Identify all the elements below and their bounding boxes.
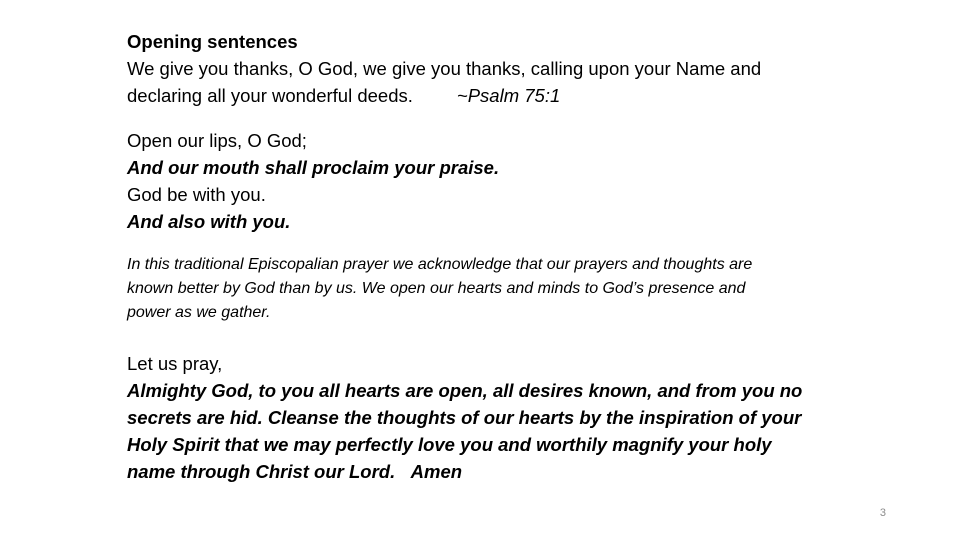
slide-content xyxy=(127,28,827,485)
liturgy-line-1: Open our lips, O God; xyxy=(127,130,307,151)
prayer-section xyxy=(127,350,827,485)
opening-line-2-row xyxy=(127,82,827,109)
prayer-body: Almighty God, to you all hearts are open, all desires known, and from you no secrets are hid. Cleanse the thoughts of our hearts by the inspiration of your Holy Spirit that we may perfectly love you and worthily magnify your holy name through Christ our Lord. xyxy=(127,380,803,482)
opening-sentences-section xyxy=(127,28,827,109)
prayer-amen: Amen xyxy=(410,461,463,482)
page-number: 3 xyxy=(879,507,886,519)
liturgy-line-3: God be with you. xyxy=(127,184,266,205)
opening-line-2: declaring all your wonderful deeds. xyxy=(127,85,413,106)
note-text: In this traditional Episcopalian prayer we acknowledge that our prayers and thoughts are known better by God than by us. We open our hearts and minds to God’s presence and power as we gather. xyxy=(127,256,753,321)
psalm-citation: ~Psalm 75:1 xyxy=(456,85,561,106)
liturgy-response-2: And also with you. xyxy=(127,211,291,232)
liturgy-section xyxy=(127,127,827,235)
explanatory-note xyxy=(127,253,787,325)
opening-heading: Opening sentences xyxy=(127,31,298,52)
opening-line-1: We give you thanks, O God, we give you thanks, calling upon your Name and xyxy=(127,58,762,79)
prayer-invitation: Let us pray, xyxy=(127,353,223,374)
prayer-body-row xyxy=(127,377,817,485)
liturgy-response-1: And our mouth shall proclaim your praise. xyxy=(127,157,500,178)
